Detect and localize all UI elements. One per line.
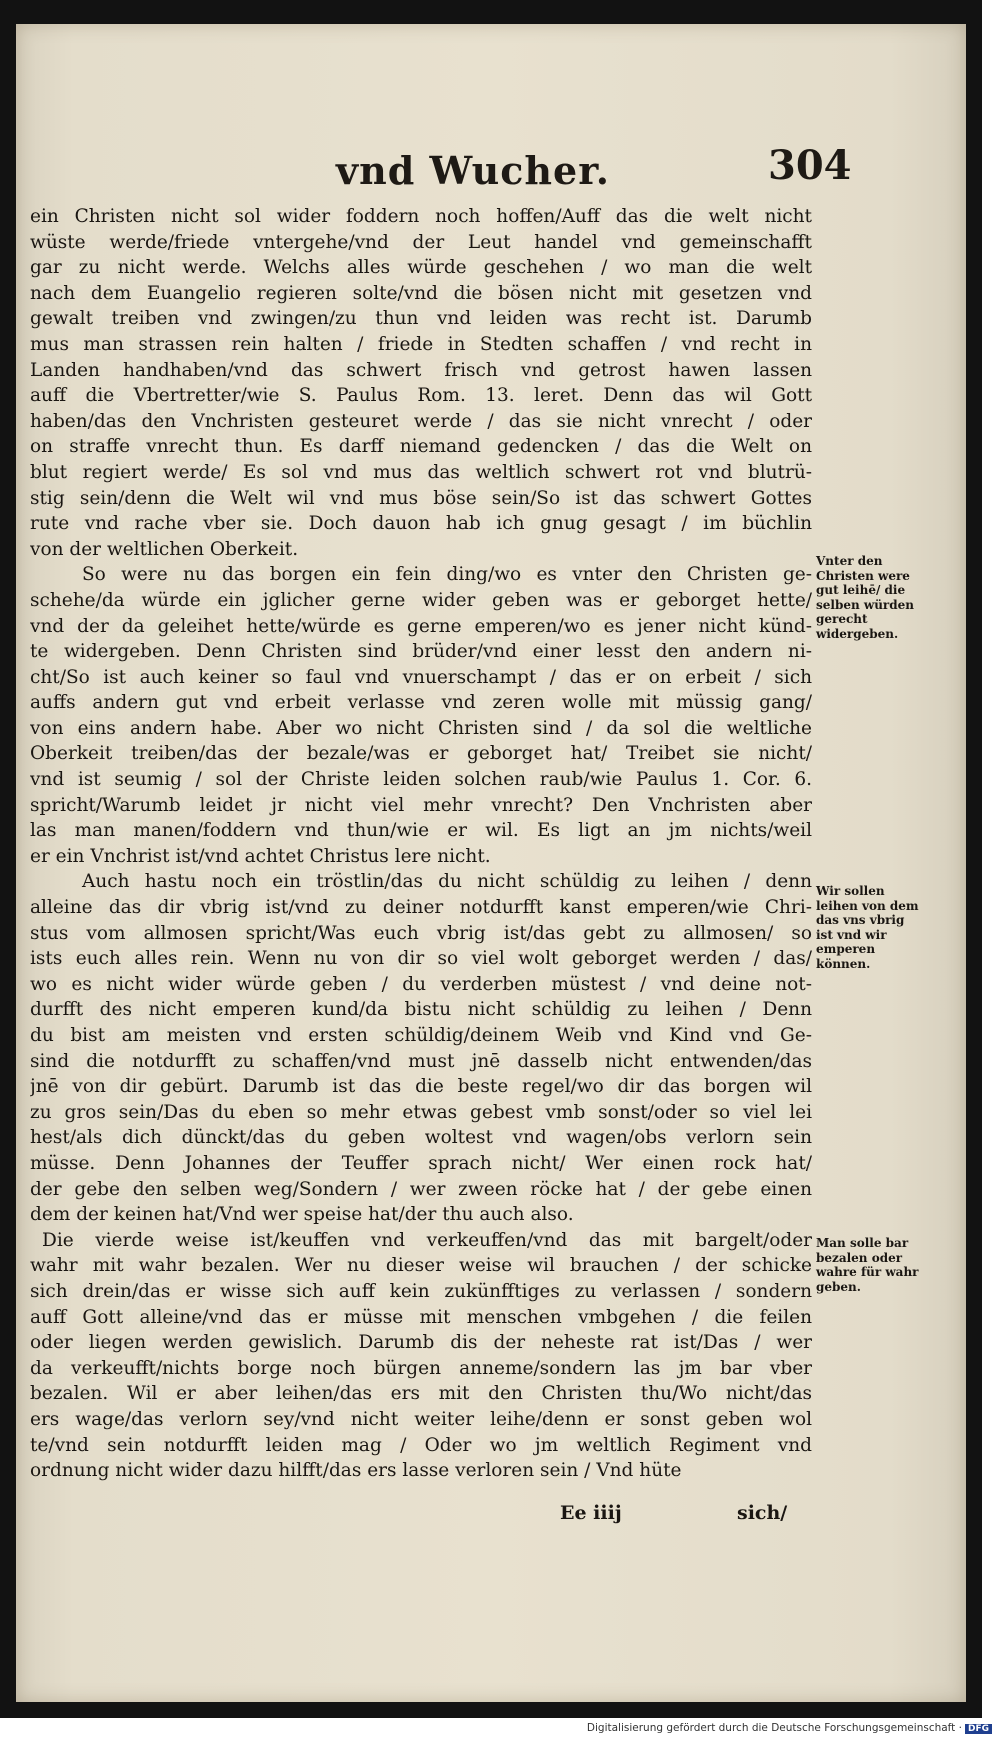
text-line: da verkeufft/nichts borge noch bürgen anneme/sondern las jm bar vber xyxy=(30,1357,812,1379)
digitization-credit xyxy=(587,1722,992,1734)
text-line: schehe/da würde ein jglicher gerne wider geben was er geborget hette/ xyxy=(30,589,812,611)
text-line: gar zu nicht werde. Welchs alles würde geschehen / wo man die welt xyxy=(30,257,812,279)
text-line: on straffe vnrecht thun. Es darff niemand gedencken / das die Welt on xyxy=(30,436,812,458)
text-line: ists euch alles rein. Wenn nu von dir so viel wolt geborget werden / das/ xyxy=(30,948,812,970)
text-line: er ein Vnchrist ist/vnd achtet Christus lere nicht. xyxy=(30,845,491,867)
text-line: auff die Vbertretter/wie S. Paulus Rom. 13. leret. Denn das wil Gott xyxy=(30,385,812,407)
text-line: haben/das den Vnchristen gesteuret werde / das sie nicht vnrecht / oder xyxy=(30,410,812,432)
margin-note: Vnter den Christen were gut leihē/ die selben würden gerecht widergeben. xyxy=(816,554,915,641)
text-line: oder liegen werden gewislich. Darumb dis der neheste rat ist/Das / wer xyxy=(30,1332,812,1354)
text-line: vnd ist seumig / sol der Christe leiden solchen raub/wie Paulus 1. Cor. 6. xyxy=(30,769,812,791)
text-line: durfft des nicht emperen kund/da bistu nicht schüldig zu leihen / Denn xyxy=(30,999,812,1021)
text-line: Landen handhaben/vnd das schwert frisch vnd getrost hawen lassen xyxy=(30,359,812,381)
text-line: So were nu das borgen ein fein ding/wo es vnter den Christen ge- xyxy=(82,564,812,586)
signature-mark: Ee iiij xyxy=(560,1502,622,1524)
text-line: von eins andern habe. Aber wo nicht Christen sind / da sol die weltliche xyxy=(30,717,812,739)
text-line: wo es nicht wider würde geben / du verderben müstest / vnd deine not- xyxy=(30,973,812,995)
text-line: müsse. Denn Johannes der Teuffer sprach nicht/ Wer einen rock hat/ xyxy=(30,1152,812,1174)
text-line: du bist am meisten vnd ersten schüldig/deinem Weib vnd Kind vnd Ge- xyxy=(30,1025,812,1046)
text-line: Auch hastu noch ein tröstlin/das du nicht schüldig zu leihen / denn xyxy=(82,871,812,893)
text-line: rute vnd rache vber sie. Doch dauon hab ich gnug gesagt / im büchlin xyxy=(30,513,812,535)
text-line: stig sein/denn die Welt wil vnd mus böse sein/So ist das schwert Gottes xyxy=(30,487,812,509)
text-line: te/vnd sein notdurfft leiden mag / Oder wo jm weltlich Regiment vnd xyxy=(30,1434,812,1456)
credit-text: Digitalisierung gefördert durch die Deutsche Forschungsgemeinschaft · xyxy=(586,1722,962,1734)
text-line: sind die notdurfft zu schaffen/vnd must jnē dasselb nicht entwenden/das xyxy=(30,1050,812,1072)
text-line: auffs andern gut vnd erbeit verlasse vnd zeren wolle mit müssig gang/ xyxy=(30,692,812,714)
catchline xyxy=(30,1502,812,1528)
text-line: te widergeben. Denn Christen sind brüder/vnd einer lesst den andern ni- xyxy=(30,641,812,663)
text-line: wahr mit wahr bezalen. Wer nu dieser weise wil brauchen / der schicke xyxy=(30,1255,812,1277)
text-line: blut regiert werde/ Es sol vnd mus das weltlich schwert rot vnd blutrü- xyxy=(30,461,812,483)
text-line: vnd der da geleihet hette/würde es gerne emperen/wo es jener nicht künd- xyxy=(30,615,812,637)
catchword: sich/ xyxy=(737,1502,788,1524)
text-line: mus man strassen rein halten / friede in Stedten schaffen / vnd recht in xyxy=(30,333,812,355)
text-line: las man manen/foddern vnd thun/wie er wil. Es ligt an jm nichts/weil xyxy=(30,820,812,842)
text-line: gewalt treiben vnd zwingen/zu thun vnd leiden was recht ist. Darumb xyxy=(30,308,812,330)
text-line: ein Christen nicht sol wider foddern noch hoffen/Auff das die welt nicht xyxy=(30,206,812,227)
text-line: stus vom allmosen spricht/Was euch vbrig ist/das gebt zu allmosen/ so xyxy=(30,922,812,944)
text-line: nach dem Euangelio regieren solte/vnd die bösen nicht mit gesetzen vnd xyxy=(30,282,812,304)
text-line: hest/als dich dünckt/das du geben woltest vnd wagen/obs verlorn sein xyxy=(30,1127,812,1149)
dfg-logo: DFG xyxy=(965,1724,992,1734)
book-page xyxy=(16,24,966,1702)
text-line: von der weltlichen Oberkeit. xyxy=(30,538,299,560)
text-line: ordnung nicht wider dazu hilfft/das ers lasse verloren sein / Vnd hüte xyxy=(30,1460,682,1482)
text-line: wüste werde/friede vntergehe/vnd der Leut handel vnd gemeinschafft xyxy=(30,231,812,253)
text-line: spricht/Warumb leidet jr nicht viel mehr vnrecht? Den Vnchristen aber xyxy=(30,794,812,816)
text-line: dem der keinen hat/Vnd wer speise hat/der thu auch also. xyxy=(30,1204,574,1226)
text-line: auff Gott alleine/vnd das er müsse mit menschen vmbgehen / die feilen xyxy=(30,1306,812,1328)
text-line: der gebe den selben weg/Sondern / wer zween röcke hat / der gebe einen xyxy=(30,1178,812,1200)
text-line: sich drein/das er wisse sich auff kein zukünfftiges zu verlassen / sondern xyxy=(30,1280,812,1302)
running-header xyxy=(16,142,966,198)
body-text xyxy=(30,204,812,1484)
margin-note: Wir sollen leihen von dem das vns vbrig ist vnd wir emperen können. xyxy=(816,884,919,971)
folio-number: 304 xyxy=(768,142,852,189)
text-line: Die vierde weise ist/keuffen vnd verkeuffen/vnd das mit bargelt/oder xyxy=(42,1229,812,1251)
text-line: cht/So ist auch keiner so faul vnd vnuerschampt / das er on erbeit / sich xyxy=(30,666,812,688)
text-line: ers wage/das verlorn sey/vnd nicht weiter leihe/denn er sonst geben wol xyxy=(30,1408,812,1430)
text-line: Oberkeit treiben/das der bezale/was er geborget hat/ Treibet sie nicht/ xyxy=(30,743,812,765)
running-title: vnd Wucher. xyxy=(336,148,610,193)
text-line: alleine das dir vbrig ist/vnd zu deiner notdurfft kanst emperen/wie Chri- xyxy=(30,897,812,919)
text-line: jnē von dir gebürt. Darumb ist das die beste regel/wo dir das borgen wil xyxy=(30,1076,812,1098)
text-line: bezalen. Wil er aber leihen/das ers mit den Christen thu/Wo nicht/das xyxy=(30,1383,812,1405)
margin-note: Man solle bar bezalen oder wahre für wahr geben. xyxy=(816,1236,919,1294)
text-line: zu gros sein/Das du eben so mehr etwas gebest vmb sonst/oder so viel lei xyxy=(30,1101,812,1123)
